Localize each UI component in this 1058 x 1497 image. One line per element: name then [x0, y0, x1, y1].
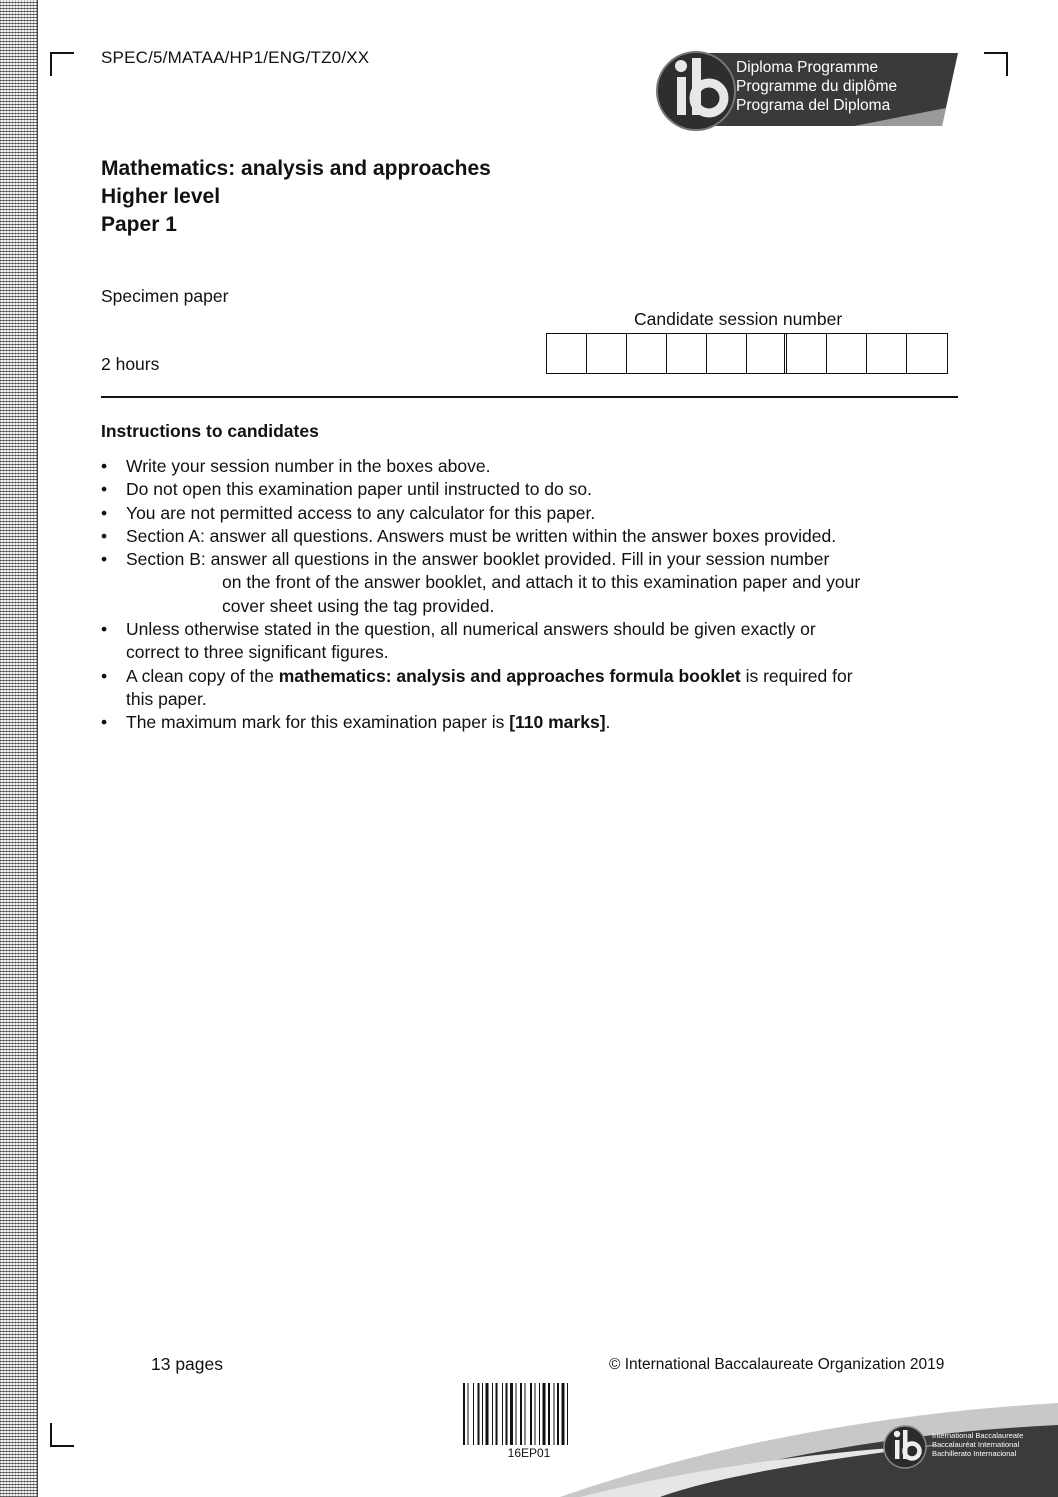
session-digit-box[interactable]: [547, 334, 587, 373]
instruction-item: [101, 525, 961, 548]
footer-logo-line-2: Baccalauréat International: [932, 1440, 1020, 1449]
bullet: •: [101, 456, 108, 476]
session-digit-box[interactable]: [747, 334, 787, 373]
paper-number: Paper 1: [101, 213, 177, 236]
bullet: •: [101, 712, 108, 733]
instruction-text: this paper.: [126, 688, 207, 709]
instruction-text-part: A clean copy of the: [126, 665, 279, 686]
max-marks: [110 marks]: [509, 712, 606, 733]
session-digit-box[interactable]: [707, 334, 747, 373]
logo-line-2: Programme du diplôme: [736, 78, 898, 95]
instruction-text: Section B: answer all questions in the answer booklet provided. Fill in your session number: [126, 549, 830, 570]
duration-label: 2 hours: [101, 354, 160, 374]
instruction-text: Do not open this examination paper until instructed to do so.: [126, 479, 592, 500]
instruction-text: Unless otherwise stated in the question, all numerical answers should be given exactly or: [126, 619, 816, 640]
barcode-number: 16EP01: [507, 1446, 551, 1460]
bullet: •: [101, 479, 108, 500]
crop-mark-bottom-left: [50, 1423, 74, 1447]
ib-logo-text: [736, 58, 897, 115]
subject-title: Mathematics: analysis and approaches: [101, 157, 491, 180]
crop-mark-top-right: [984, 52, 1008, 76]
instruction-text: cover sheet using the tag provided.: [222, 595, 495, 616]
footer-logo-line-1: International Baccalaureate: [932, 1431, 1024, 1440]
specimen-label: Specimen paper: [101, 286, 229, 306]
session-digit-box[interactable]: [787, 334, 827, 373]
session-digit-box[interactable]: [667, 334, 707, 373]
instruction-text: correct to three significant figures.: [126, 642, 389, 663]
instruction-item: [101, 455, 961, 478]
instruction-text: [126, 665, 961, 688]
footer-logo-line-3: Bachillerato Internacional: [932, 1449, 1017, 1458]
page-count: 13 pages: [151, 1354, 224, 1374]
logo-line-1: Diploma Programme: [736, 59, 879, 76]
copyright-notice: © International Baccalaureate Organization 2019: [609, 1356, 945, 1373]
bullet: •: [101, 665, 108, 686]
instructions-heading: Instructions to candidates: [101, 421, 319, 441]
instruction-item: [101, 711, 961, 734]
instruction-text: Write your session number in the boxes above.: [126, 456, 491, 476]
instruction-text-part: The maximum mark for this examination paper is: [126, 712, 510, 733]
instruction-item: [101, 618, 961, 665]
instruction-text-part: .: [605, 712, 611, 733]
session-digit-box[interactable]: [907, 334, 947, 373]
logo-line-3: Programa del Diploma: [736, 97, 891, 114]
level-title: Higher level: [101, 185, 221, 208]
instruction-text-part: is required for: [740, 665, 853, 686]
bullet: •: [101, 525, 108, 546]
paper-titles: [101, 155, 491, 239]
session-digit-box[interactable]: [587, 334, 627, 373]
footer-ib-logo-text: [932, 1431, 1023, 1458]
candidate-session-boxes[interactable]: [546, 333, 948, 374]
bullet: •: [101, 549, 108, 570]
divider-rule: [101, 396, 958, 398]
session-digit-box[interactable]: [867, 334, 907, 373]
candidate-session-label: Candidate session number: [634, 309, 843, 329]
instruction-item: [101, 478, 961, 501]
session-digit-box[interactable]: [627, 334, 667, 373]
instruction-text: on the front of the answer booklet, and attach it to this examination paper and your: [222, 572, 861, 593]
left-margin-pattern: [0, 0, 38, 1497]
instruction-item: [101, 502, 961, 525]
instruction-text: You are not permitted access to any calculator for this paper.: [126, 502, 596, 523]
paper-code: SPEC/5/MATAA/HP1/ENG/TZ0/XX: [101, 48, 370, 67]
bullet: •: [101, 619, 108, 640]
session-digit-box[interactable]: [827, 334, 867, 373]
ib-diploma-logo: [654, 50, 960, 132]
instructions-list: [101, 455, 961, 735]
instruction-item: [101, 665, 961, 712]
crop-mark-top-left: [50, 52, 74, 76]
instruction-text: Section A: answer all questions. Answers must be written within the answer boxes provided.: [126, 525, 837, 546]
bullet: •: [101, 502, 108, 523]
instruction-item: [101, 548, 961, 618]
formula-booklet-name: mathematics: analysis and approaches formula booklet: [278, 665, 741, 686]
